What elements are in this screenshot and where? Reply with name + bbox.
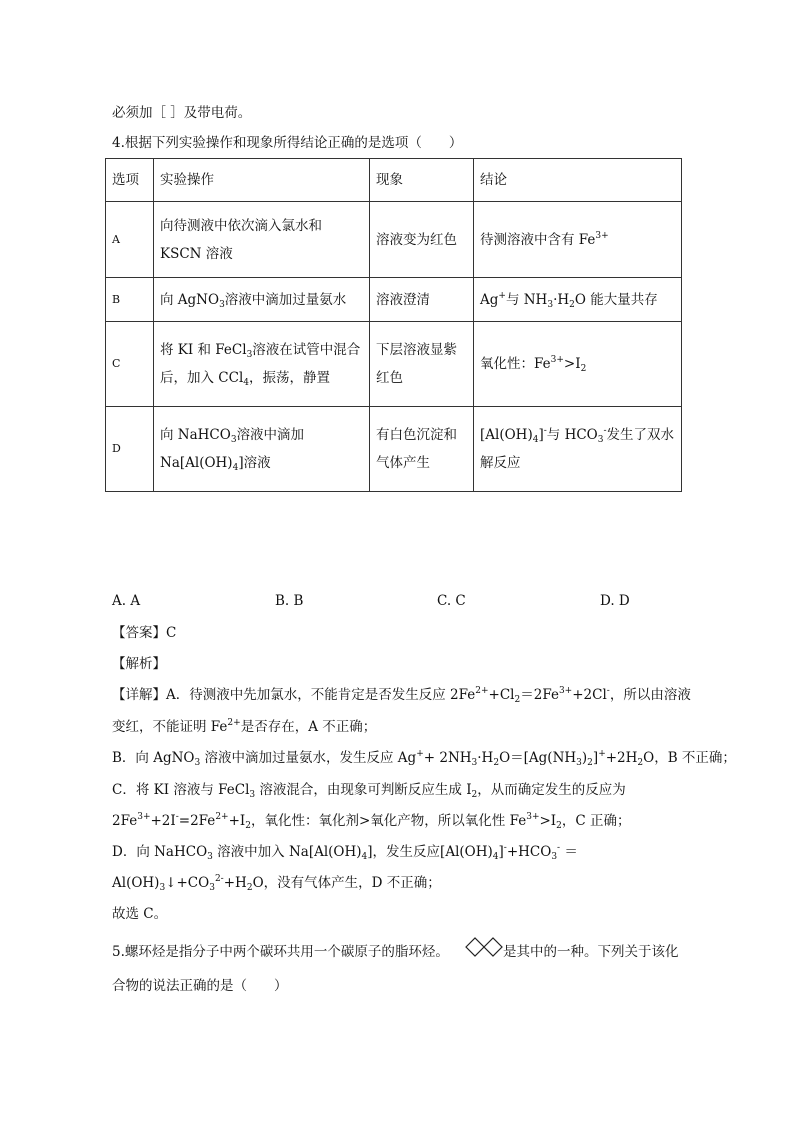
row-option: C — [106, 322, 154, 407]
top-line: 必须加［ ］及带电荷。 — [112, 105, 252, 121]
row-option: B — [106, 278, 154, 322]
final-line: 故选 C。 — [112, 906, 168, 922]
answer-value: C — [166, 625, 177, 641]
detail-line-a2: 变红，不能证明 $Fe^{2+}$是否存在，A 不正确； — [112, 718, 377, 735]
detail-label: 【详解】 — [112, 687, 166, 703]
q5-stem-line2: 合物的说法正确的是（ ） — [112, 978, 288, 994]
detail-line-a1: 【详解】A．待测液中先加氯水，不能肯定是否发生反应 $2Fe^{2+}+Cl_2=2Fe^{3+}+2Cl^-$，所以由溶液 — [112, 686, 691, 705]
choice-d: D. D — [600, 593, 630, 609]
answer-line — [112, 623, 176, 643]
row-phenomenon: 溶液澄清 — [370, 278, 474, 322]
row-option: D — [106, 407, 154, 492]
detail-line-d2: $Al(OH)_3↓+CO_3^{2-}+H_2O$，没有气体产生，D 不正确； — [112, 874, 441, 893]
table-row — [106, 278, 682, 322]
answer-label: 【答案】 — [112, 625, 166, 641]
header-conclusion: 结论 — [474, 159, 682, 202]
q4-stem: 4.根据下列实验操作和现象所得结论正确的是选项（ ） — [112, 135, 463, 151]
row-phenomenon: 溶液变为红色 — [370, 202, 474, 278]
table-row — [106, 202, 682, 278]
row-phenomenon: 下层溶液显紫 红色 — [370, 322, 474, 407]
table-row — [106, 322, 682, 407]
detail-line-b: B．向 AgNO$_3$ 溶液中滴加过量氨水，发生反应 $Ag^++ 2NH_3\cdot H_2O=[Ag(NH_3)_2]^++2H_2O$，B 不正确； — [112, 749, 736, 768]
q5-stem-part1: 5.螺环烃是指分子中两个碳环共用一个碳原子的脂环烃。 — [112, 944, 449, 960]
detail-line-d1: D．向 NaHCO$_3$ 溶液中加入 $Na[Al(OH)_4]$，发生反应$[Al(OH)_4]^-+HCO_3^-$ ＝ — [112, 843, 578, 862]
header-phenomenon: 现象 — [370, 159, 474, 202]
row-operation: 向 AgNO$_3$溶液中滴加过量氨水 — [154, 278, 370, 322]
row-conclusion: $[Al(OH)_4]^-$与 $HCO_3^-$发生了双水 解反应 — [474, 407, 682, 492]
analysis-label: 【解析】 — [112, 656, 166, 672]
detail-line-c1: C．将 KI 溶液与 FeCl$_3$ 溶液混合，由现象可判断反应生成 $I_2$，从而确定发生的反应为 — [112, 782, 626, 800]
row-operation: 将 KI 和 FeCl$_3$溶液在试管中混合 后，加入 CCl$_4$，振荡，静置 — [154, 322, 370, 407]
table-header-row — [106, 159, 682, 202]
row-conclusion: 待测溶液中含有 $Fe^{3+}$ — [474, 202, 682, 278]
row-conclusion: Ag+与 $NH_3\cdot H_2O$ 能大量共存 — [474, 278, 682, 322]
row-option: A — [106, 202, 154, 278]
row-operation: 向待测液中依次滴入氯水和 KSCN 溶液 — [154, 202, 370, 278]
row-operation: 向 NaHCO$_3$溶液中滴加 $Na[Al(OH)_4]$溶液 — [154, 407, 370, 492]
spiro-hydrocarbon-structure-icon — [465, 935, 503, 959]
q5-stem-part2: 是其中的一种。下列关于该化 — [503, 944, 679, 960]
detail-line-c2: $2Fe^{3+}+2I^-=2Fe^{2+}+I_2$，氧化性：氧化剂>氧化产物，所以氧化性 $Fe^{3+}>I_2$，C 正确； — [112, 812, 631, 831]
row-conclusion: 氧化性：$Fe^{3+}>I_2$ — [474, 322, 682, 407]
choice-b: B. B — [275, 593, 304, 609]
header-operation: 实验操作 — [154, 159, 370, 202]
choice-c: C. C — [437, 593, 466, 609]
table-row — [106, 407, 682, 492]
row-phenomenon: 有白色沉淀和 气体产生 — [370, 407, 474, 492]
experiment-table — [105, 158, 682, 492]
choice-a: A. A — [112, 593, 141, 609]
header-option: 选项 — [106, 159, 154, 202]
